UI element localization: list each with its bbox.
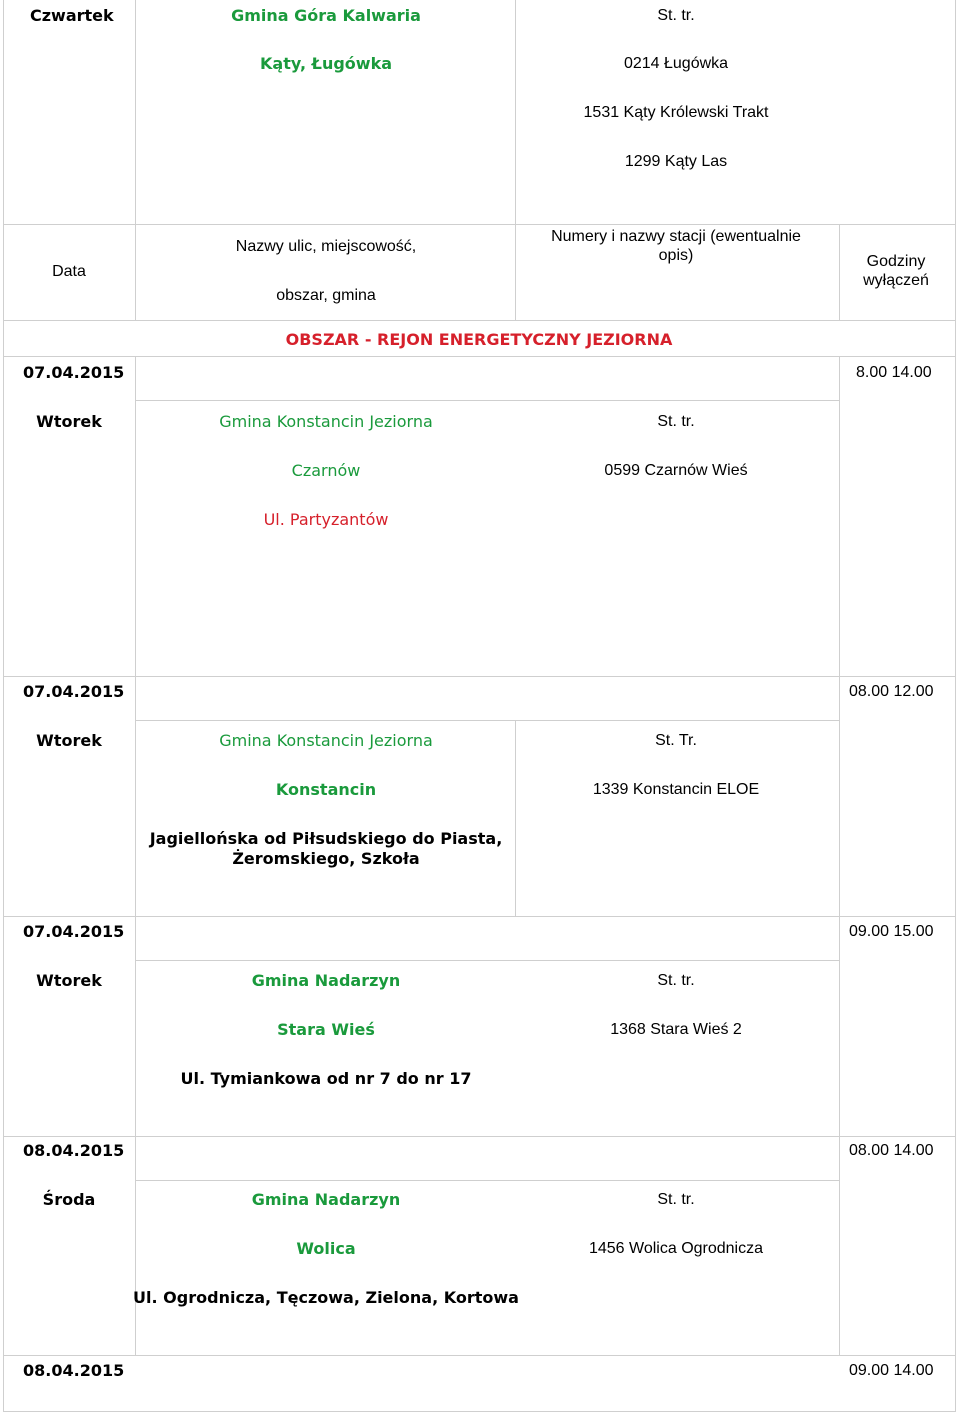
entry-gmina: Gmina Konstancin Jeziorna <box>219 731 433 750</box>
entry-st-label: St. tr. <box>657 972 695 989</box>
entry-date: 08.04.2015 <box>23 1361 125 1380</box>
block0-station: 1531 Kąty Królewski Trakt <box>583 104 769 121</box>
entry-streets: Jagiellońska od Piłsudskiego do Piasta, <box>149 829 503 848</box>
entry-station: 1456 Wolica Ogrodnicza <box>588 1240 764 1257</box>
entry-time: 8.00 14.00 <box>856 364 932 381</box>
entry-streets: Żeromskiego, Szkoła <box>232 849 420 868</box>
entry-day: Środa <box>42 1190 96 1209</box>
header-hours: Godziny <box>866 253 926 270</box>
block0-locality: Kąty, Ługówka <box>259 54 393 73</box>
entry-st-label: St. Tr. <box>655 732 697 749</box>
entry-station: 0599 Czarnów Wieś <box>604 462 748 479</box>
entry-time: 09.00 15.00 <box>849 923 934 940</box>
entry-time: 08.00 14.00 <box>849 1142 934 1159</box>
header-hours: wyłączeń <box>863 272 929 289</box>
header-date: Data <box>52 263 86 280</box>
entry-st-label: St. tr. <box>657 413 695 430</box>
block0-station: 0214 Ługówka <box>623 55 729 72</box>
header-stations: opis) <box>658 247 694 264</box>
entry-locality: Wolica <box>296 1239 356 1258</box>
entry-station: 1368 Stara Wieś 2 <box>610 1021 742 1038</box>
header-streets: Nazwy ulic, miejscowość, <box>235 238 417 255</box>
entry-time: 09.00 14.00 <box>849 1362 934 1379</box>
entry-time: 08.00 12.00 <box>849 683 934 700</box>
entry-day: Wtorek <box>36 971 102 990</box>
entry-locality: Konstancin <box>275 780 377 799</box>
block0-st-label: St. tr. <box>657 7 695 24</box>
block0-station: 1299 Kąty Las <box>624 153 728 170</box>
block0-gmina: Gmina Góra Kalwaria <box>231 6 421 25</box>
entry-date: 08.04.2015 <box>23 1141 125 1160</box>
block0-day: Czwartek <box>30 6 114 25</box>
entry-st-label: St. tr. <box>657 1191 695 1208</box>
header-streets: obszar, gmina <box>276 287 376 304</box>
entry-date: 07.04.2015 <box>23 682 125 701</box>
region-title: OBSZAR - REJON ENERGETYCZNY JEZIORNA <box>285 330 673 349</box>
entry-station: 1339 Konstancin ELOE <box>592 781 760 798</box>
entry-day: Wtorek <box>36 412 102 431</box>
entry-day: Wtorek <box>36 731 102 750</box>
entry-date: 07.04.2015 <box>23 363 125 382</box>
entry-gmina: Gmina Nadarzyn <box>251 971 401 990</box>
entry-date: 07.04.2015 <box>23 922 125 941</box>
entry-streets: Ul. Ogrodnicza, Tęczowa, Zielona, Kortowa <box>133 1288 519 1307</box>
entry-locality: Stara Wieś <box>277 1020 375 1039</box>
header-stations: Numery i nazwy stacji (ewentualnie <box>551 228 801 245</box>
entry-streets: Ul. Partyzantów <box>263 510 389 529</box>
entry-locality: Czarnów <box>291 461 361 480</box>
entry-gmina: Gmina Nadarzyn <box>251 1190 401 1209</box>
schedule-table <box>3 0 956 1412</box>
entry-gmina: Gmina Konstancin Jeziorna <box>219 412 433 431</box>
entry-streets: Ul. Tymiankowa od nr 7 do nr 17 <box>180 1069 472 1088</box>
